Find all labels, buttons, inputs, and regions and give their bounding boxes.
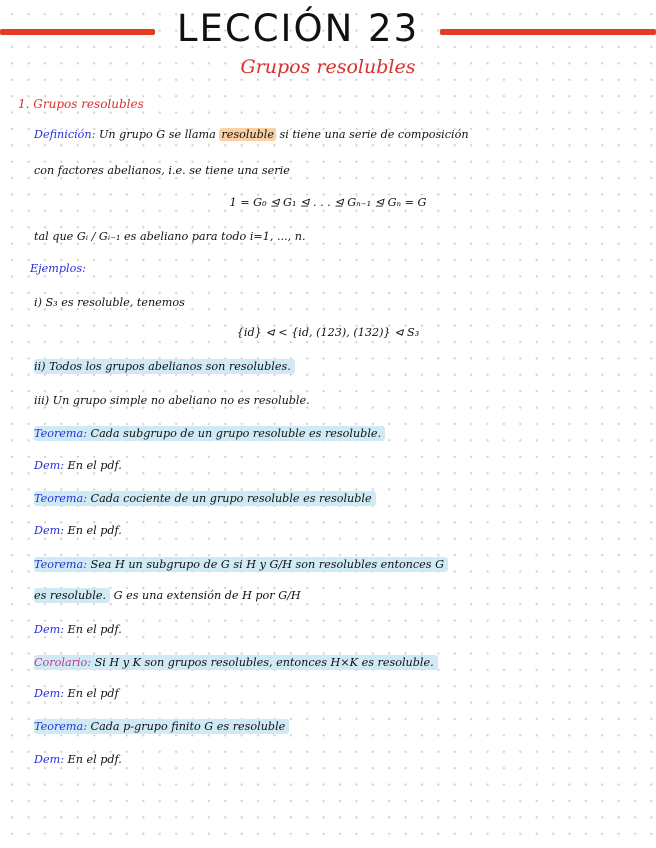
- proof-5: [34, 749, 646, 771]
- section-heading: 1. Grupos resolubles: [18, 97, 144, 111]
- proof-3: [34, 619, 646, 641]
- resoluble-highlight: resoluble: [221, 128, 274, 141]
- definition-line-2: con factores abelianos, i.e. se tiene una serie: [34, 164, 290, 177]
- definition-line-1: [34, 124, 646, 146]
- theorem-1-label: Teorema:: [34, 427, 87, 440]
- proof-3-text: En el pdf.: [63, 623, 122, 636]
- theorem-4-label: Teorema:: [34, 720, 87, 733]
- theorem-2-text: Cada cociente de un grupo resoluble es resoluble: [86, 492, 372, 505]
- theorem-3-text: Sea H un subgrupo de G si H y G/H son resolubles entonces G: [86, 558, 445, 571]
- page-title: LECCIÓN 23: [176, 7, 420, 50]
- corollary: [34, 652, 646, 674]
- page-subtitle: Grupos resolubles: [240, 56, 416, 78]
- title-rule-right: [440, 29, 656, 35]
- proof-2: [34, 520, 646, 542]
- corollary-label: Corolario:: [34, 656, 92, 669]
- example-ii: [34, 356, 646, 378]
- definition-label: Definición:: [34, 128, 96, 141]
- corollary-text: Si H y K son grupos resolubles, entonces H×K es resoluble.: [91, 656, 434, 669]
- composition-series-formula: 1 = G₀ ⊴ G₁ ⊴ . . . ⊴ Gₙ₋₁ ⊴ Gₙ = G: [229, 196, 427, 209]
- definition-text-after: si tiene una serie de composición: [275, 128, 469, 141]
- proof-4-label: Dem:: [34, 687, 64, 700]
- example-i-formula: {id} ⊲ < {id, (123), (132)} ⊲ S₃: [236, 326, 420, 339]
- example-ii-text: ii) Todos los grupos abelianos son resolubles.: [34, 359, 295, 374]
- title-rule-left: [0, 29, 155, 35]
- proof-2-label: Dem:: [34, 524, 64, 537]
- proof-1-label: Dem:: [34, 459, 64, 472]
- example-iii: iii) Un grupo simple no abeliano no es resoluble.: [34, 394, 310, 407]
- theorem-3-line-2: [34, 585, 646, 607]
- theorem-3-line-2-main: es resoluble.: [34, 588, 110, 603]
- theorem-4: [34, 716, 646, 738]
- theorem-3-label: Teorema:: [34, 558, 87, 571]
- proof-5-text: En el pdf.: [63, 753, 122, 766]
- proof-5-label: Dem:: [34, 753, 64, 766]
- theorem-2-label: Teorema:: [34, 492, 87, 505]
- proof-2-text: En el pdf.: [63, 524, 122, 537]
- definition-text-before: Un grupo G se llama: [95, 128, 220, 141]
- proof-3-label: Dem:: [34, 623, 64, 636]
- proof-4: [34, 683, 646, 705]
- theorem-1-text: Cada subgrupo de un grupo resoluble es resoluble.: [86, 427, 382, 440]
- title-row: [0, 4, 656, 54]
- theorem-4-text: Cada p-grupo finito G es resoluble: [86, 720, 286, 733]
- examples-label-text: Ejemplos:: [30, 262, 86, 275]
- example-i: i) S₃ es resoluble, tenemos: [34, 296, 185, 309]
- theorem-3: [34, 554, 646, 576]
- proof-4-text: En el pdf: [63, 687, 119, 700]
- theorem-1: [34, 423, 646, 445]
- theorem-2: [34, 488, 646, 510]
- proof-1: [34, 455, 646, 477]
- definition-line-4: tal que Gᵢ / Gᵢ₋₁ es abeliano para todo i=1, ..., n.: [34, 230, 306, 243]
- theorem-3-line-2-extra: G es una extensión de H por G/H: [110, 589, 301, 602]
- examples-label: [30, 258, 646, 280]
- proof-1-text: En el pdf.: [63, 459, 122, 472]
